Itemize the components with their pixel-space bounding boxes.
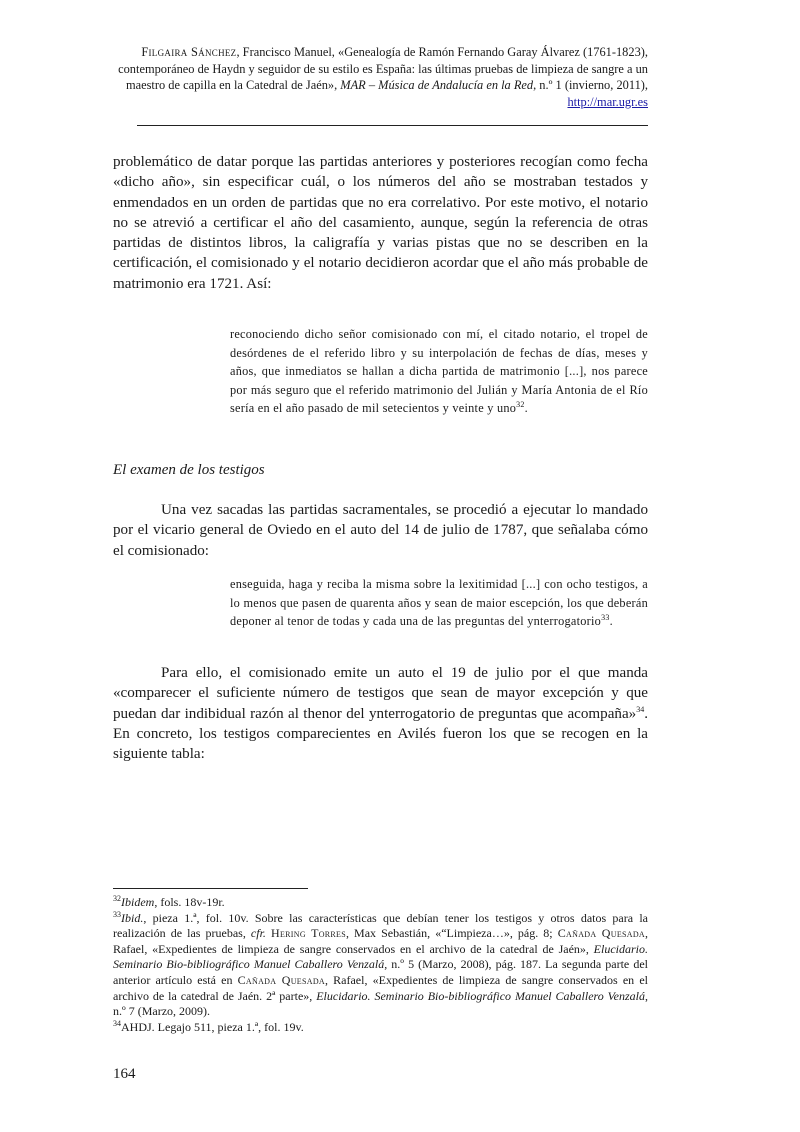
header-journal: MAR – Música de Andalucía en la Red <box>340 78 534 93</box>
header-title: , Francisco Manuel, «Genealogía de Ramón Fernando Garay Álvarez (1761-1823), contemporáneo de Haydn y seguidor de su estilo es España: las últimas pruebas de limpieza de sangre a un maestro de capilla en la Catedral de Jaén», <box>118 45 648 93</box>
block-quote-1: reconociendo dicho señor comisionado con mí, el citado notario, el tropel de desórdenes de el referido libro y su interpolación de fechas de días, meses y años, que inmediatos se hallan a dicha partida de matrimonio [...], nos parece por más seguro que el referido matrimonio del Julián y María Antonia de el Río sería en el año pasado de mil setecientos y veinte y uno$^{32}$. <box>230 327 648 416</box>
section-subheading: El examen de los testigos <box>113 462 265 478</box>
quote-1-text: reconociendo dicho señor comisionado con mí, el citado notario, el tropel de desórdenes de el referido libro y su interpolación de fechas de días, meses y años, que inmediatos se hallan a dicha partida de matrimonio [...], nos parece por más seguro que el referido matrimonio del Julián y María Antonia de el Río sería en el año pasado de mil setecientos y veinte y uno <box>230 327 648 416</box>
header-divider <box>137 125 648 126</box>
footnote-divider <box>113 888 308 889</box>
header-author: Filgaira Sánchez <box>141 45 237 59</box>
block-quote-2: enseguida, haga y reciba la misma sobre la lexitimidad [...] con ocho testigos, a lo menos que pasen de quarenta años y sean de maior escepción, los que deberán deponer al tenor de todas y cada una de las preguntas del ynterrogatorio$^{33}$. <box>230 577 648 629</box>
footnote-ref-34[interactable]: 34 <box>636 704 645 714</box>
footnote-33: $^{33}$Ibid., pieza 1.ª, fol. 10v. Sobre las características que debían tener los testigos y otros datos para la realización de las pruebas, cfr. Hering Torres, Max Sebastián, «“Limpieza…», pág. 8; Cañada Quesada, Rafael, «Expedientes de limpieza de sangre conservados en el archivo de la catedral de Jaén», Elucidario. Seminario Bio-bibliográfico Manuel Caballero Venzalá, n.º 5 (Marzo, 2008), pág. 187. La segunda parte del anterior artículo está en Cañada Quesada, Rafael, «Expedientes de limpieza de sangre conservados en el archivo de la catedral de Jaén. 2ª parte», Elucidario. Seminario Bio-bibliográfico Manuel Caballero Venzalá, n.º 7 (Marzo, 2009). <box>113 909 649 1019</box>
quote-2-text: enseguida, haga y reciba la misma sobre la lexitimidad [...] con ocho testigos, a lo menos que pasen de quarenta años y sean de maior escepción, los que deberán deponer al tenor de todas y cada una de las preguntas del ynterrogatorio <box>230 577 648 629</box>
footnote-ref-33[interactable]: 33 <box>601 613 610 623</box>
running-header <box>112 44 648 110</box>
header-url-link[interactable]: http://mar.ugr.es <box>567 94 648 109</box>
footnote-34: $^{34}$AHDJ. Legajo 511, pieza 1.ª, fol. 19v. <box>113 1018 304 1034</box>
header-issue: , n.º 1 (invierno, 2011), <box>533 78 648 93</box>
body-paragraph-1: problemático de datar porque las partidas anteriores y posteriores recogían como fecha «dicho año», sin especificar cuál, o los números del año se mostraban testados y enmendados en un orden de partidas que no era correlativo. Por este motivo, el notario no se atrevió a certificar el año del casamiento, aunque, según la referencia de otras partidas de distintos libros, la caligrafía y varias pistas que no se describen en la certificación, el comisionado y el notario decidieron acordar que el año más probable de matrimonio era 1721. Así: <box>113 154 648 292</box>
footnote-32: $^{32}$Ibidem, fols. 18v-19r. <box>113 894 225 909</box>
body-paragraph-3: Para ello, el comisionado emite un auto el 19 de julio por el que manda «comparecer el suficiente número de testigos que sean de mayor excepción y que puedan dar indibidual razón al thenor del ynterrogatorio de preguntas que acompaña»$^{34}$. En concreto, los testigos comparecientes en Avilés fueron los que se recogen en la siguiente tabla: <box>113 665 648 763</box>
footnotes <box>113 895 648 1035</box>
body-paragraph-2: Una vez sacadas las partidas sacramentales, se procedió a ejecutar lo mandado por el vicario general de Oviedo en el auto del 14 de julio de 1787, que señalaba cómo el comisionado: <box>113 502 648 559</box>
footnote-ref-32[interactable]: 32 <box>516 400 525 410</box>
page-number: 164 <box>113 1066 136 1082</box>
